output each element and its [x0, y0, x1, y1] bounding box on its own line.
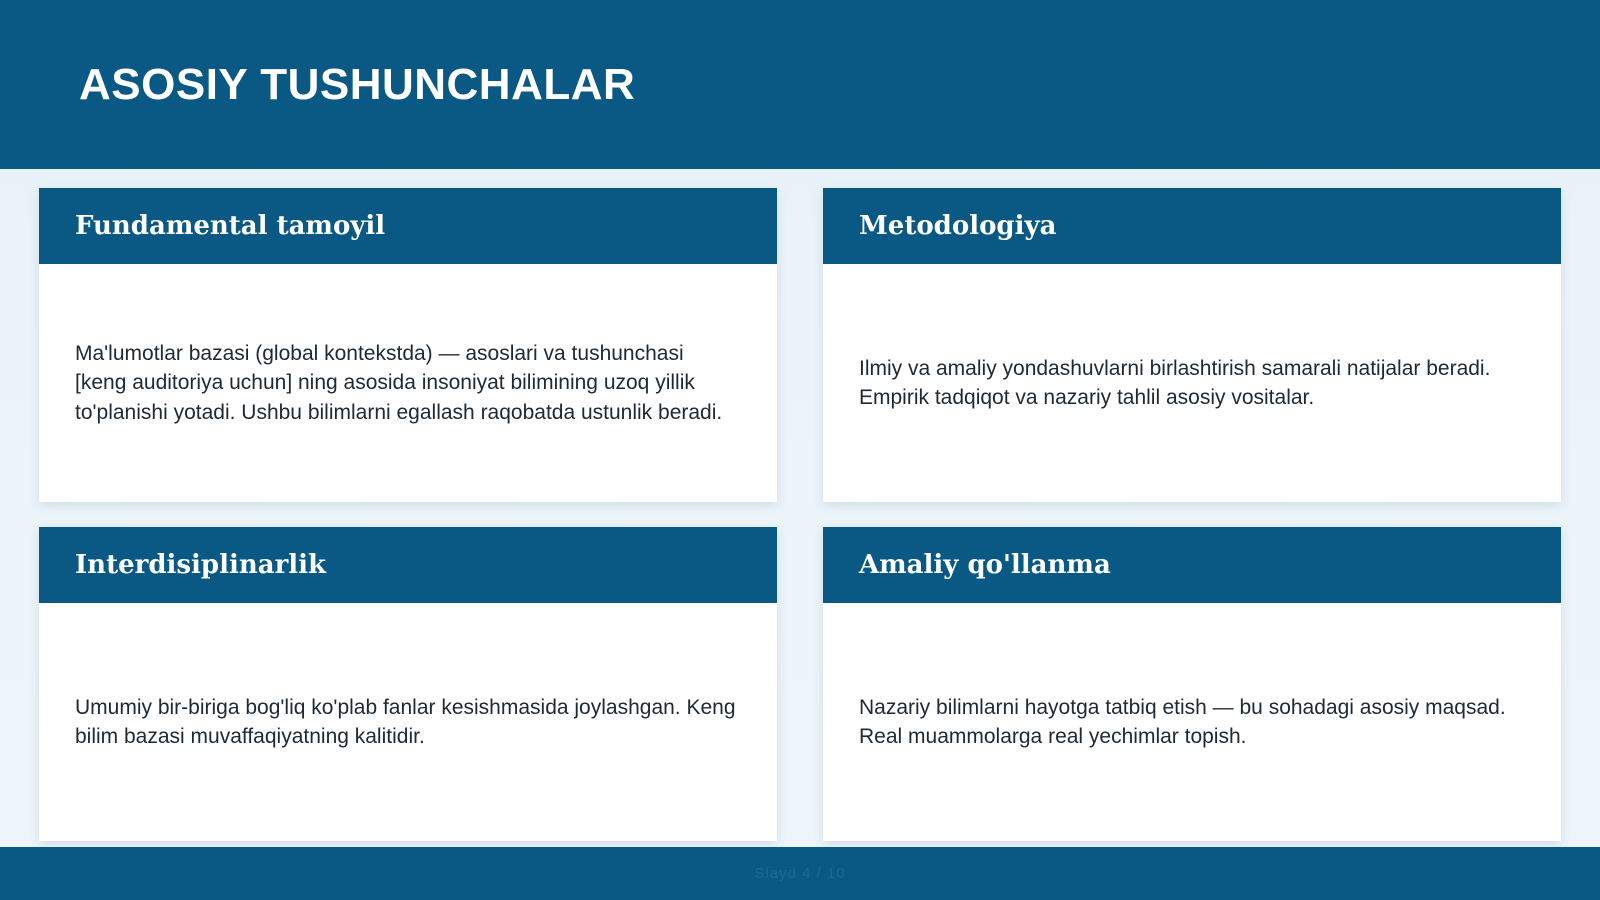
concept-card-fundamental — [39, 188, 777, 502]
card-title: Metodologiya — [859, 211, 1057, 241]
header-bar — [0, 0, 1600, 169]
card-title: Amaliy qo'llanma — [859, 550, 1111, 580]
card-body — [39, 264, 777, 502]
footer-bar — [0, 847, 1600, 900]
concept-card-interdisciplinary — [39, 527, 777, 841]
card-text: Ma'lumotlar bazasi (global kontekstda) — asoslari va tushunchasi [keng auditoriya uchun] ning asosida insoniyat bilimining uzoq yillik to'planishi yotadi. Ushbu bilimlarni egallash raqobatda ustunlik beradi. — [75, 341, 723, 424]
card-body — [823, 264, 1561, 502]
card-header — [39, 527, 777, 603]
concept-card-practical — [823, 527, 1561, 841]
page-title: ASOSIY TUSHUNCHALAR — [79, 60, 636, 109]
card-text: Nazariy bilimlarni hayotga tatbiq etish — bu sohadagi asosiy maqsad. Real muammolarga real yechimlar topish. — [859, 695, 1506, 748]
card-body — [823, 603, 1561, 841]
card-header — [823, 188, 1561, 264]
concept-card-methodology — [823, 188, 1561, 502]
card-title: Fundamental tamoyil — [75, 211, 386, 241]
card-header — [823, 527, 1561, 603]
card-title: Interdisiplinarlik — [75, 550, 327, 580]
card-header — [39, 188, 777, 264]
slide-number: Slayd 4 / 10 — [754, 865, 846, 882]
card-text: Umumiy bir-biriga bog'liq ko'plab fanlar kesishmasida joylashgan. Keng bilim bazasi muvaffaqiyatning kalitidir. — [75, 695, 736, 748]
card-text: Ilmiy va amaliy yondashuvlarni birlashtirish samarali natijalar beradi. Empirik tadqiqot va nazariy tahlil asosiy vositalar. — [859, 356, 1491, 409]
card-body — [39, 603, 777, 841]
